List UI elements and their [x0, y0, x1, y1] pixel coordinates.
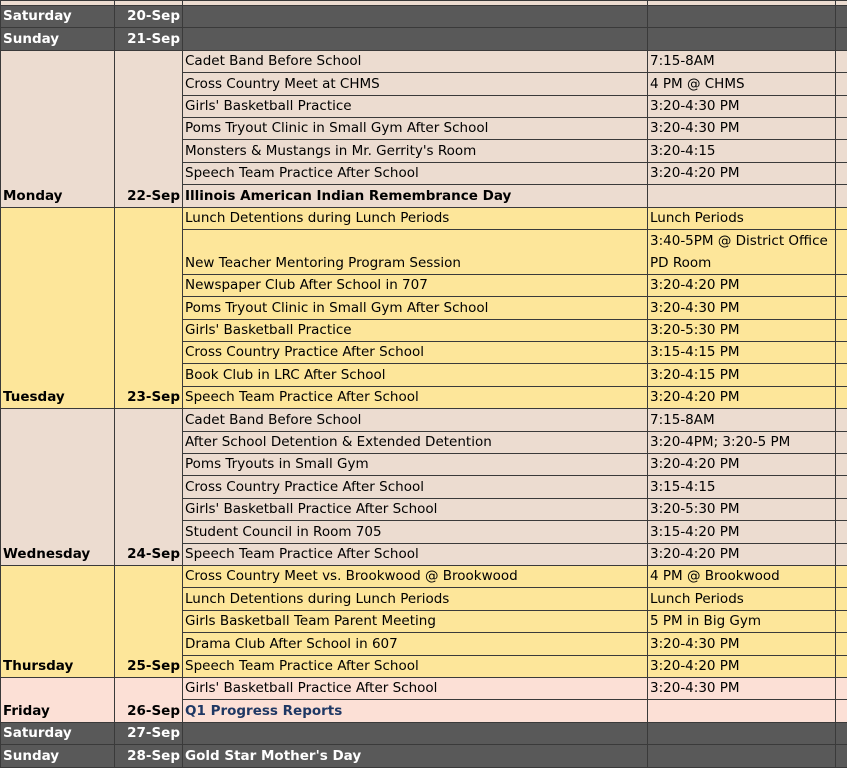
time-cell[interactable]	[648, 722, 836, 744]
time-cell[interactable]	[648, 700, 836, 722]
cell[interactable]	[836, 745, 847, 767]
day-cell[interactable]: Saturday	[1, 6, 115, 28]
event-row	[1, 677, 847, 699]
weekend-row-sunday	[1, 28, 847, 50]
time-cell[interactable]	[648, 28, 836, 50]
cell[interactable]	[836, 342, 847, 364]
time-cell[interactable]: Lunch Periods	[648, 588, 836, 610]
cell[interactable]	[836, 677, 847, 699]
cell[interactable]	[836, 565, 847, 587]
event-cell[interactable]: Illinois American Indian Remembrance Day	[183, 185, 648, 207]
time-cell[interactable]: 3:20-4:30 PM	[648, 677, 836, 699]
cell[interactable]	[836, 386, 847, 408]
date-cell[interactable]: 27-Sep	[115, 722, 183, 744]
time-cell[interactable]: 3:15-4:20 PM	[648, 521, 836, 543]
time-cell[interactable]: 3:20-4:20 PM	[648, 386, 836, 408]
cell[interactable]	[836, 229, 847, 274]
time-cell[interactable]: 3:20-4:30 PM	[648, 95, 836, 117]
event-cell[interactable]: Q1 Progress Reports	[183, 700, 648, 722]
event-row	[1, 207, 847, 229]
time-cell[interactable]	[648, 185, 836, 207]
day-cell-tuesday[interactable]: Tuesday	[1, 207, 115, 409]
cell[interactable]	[836, 700, 847, 722]
cell[interactable]	[836, 50, 847, 72]
cell[interactable]	[836, 6, 847, 28]
time-cell[interactable]: 3:20-4:20 PM	[648, 655, 836, 677]
cell[interactable]	[836, 521, 847, 543]
time-cell[interactable]: 3:20-4:20 PM	[648, 543, 836, 565]
time-cell[interactable]: 4 PM @ CHMS	[648, 73, 836, 95]
cell[interactable]	[836, 409, 847, 431]
event-cell[interactable]: Speech Team Practice After School	[183, 655, 648, 677]
time-cell[interactable]: 3:20-4PM; 3:20-5 PM	[648, 431, 836, 453]
day-cell[interactable]: Saturday	[1, 722, 115, 744]
time-cell[interactable]: 3:20-4:15 PM	[648, 364, 836, 386]
cell[interactable]	[836, 476, 847, 498]
cell[interactable]	[836, 117, 847, 139]
weekend-row-saturday	[1, 6, 847, 28]
event-row	[1, 409, 847, 431]
date-cell-monday[interactable]: 22-Sep	[115, 50, 183, 207]
day-cell-thursday[interactable]: Thursday	[1, 565, 115, 677]
event-cell[interactable]: Girls' Basketball Practice	[183, 95, 648, 117]
time-cell[interactable]: 7:15-8AM	[648, 409, 836, 431]
event-cell[interactable]	[183, 6, 648, 28]
day-cell-friday[interactable]: Friday	[1, 677, 115, 722]
cell[interactable]	[836, 610, 847, 632]
time-cell[interactable]: 3:20-4:30 PM	[648, 297, 836, 319]
time-cell[interactable]: 3:20-4:20 PM	[648, 162, 836, 184]
event-cell[interactable]: Poms Tryout Clinic in Small Gym After School	[183, 117, 648, 139]
day-cell[interactable]: Sunday	[1, 28, 115, 50]
event-cell[interactable]: Newspaper Club After School in 707	[183, 274, 648, 296]
event-cell[interactable]: Poms Tryouts in Small Gym	[183, 454, 648, 476]
event-cell[interactable]: Gold Star Mother's Day	[183, 745, 648, 767]
cell[interactable]	[836, 454, 847, 476]
time-cell[interactable]: 3:20-5:30 PM	[648, 319, 836, 341]
cell[interactable]	[836, 185, 847, 207]
event-cell[interactable]: Cadet Band Before School	[183, 409, 648, 431]
cell[interactable]	[836, 28, 847, 50]
date-cell-tuesday[interactable]: 23-Sep	[115, 207, 183, 409]
event-cell[interactable]: Cross Country Meet at CHMS	[183, 73, 648, 95]
cell[interactable]	[836, 162, 847, 184]
event-cell[interactable]: Drama Club After School in 607	[183, 633, 648, 655]
time-cell[interactable]: 7:15-8AM	[648, 50, 836, 72]
event-cell[interactable]	[183, 28, 648, 50]
time-cell[interactable]: 3:20-5:30 PM	[648, 498, 836, 520]
event-row	[1, 565, 847, 587]
time-cell[interactable]: 3:20-4:30 PM	[648, 117, 836, 139]
day-cell-wednesday[interactable]: Wednesday	[1, 409, 115, 566]
time-cell[interactable]: 3:20-4:20 PM	[648, 454, 836, 476]
cell[interactable]	[836, 140, 847, 162]
cell[interactable]	[836, 95, 847, 117]
event-cell[interactable]: Cross Country Practice After School	[183, 476, 648, 498]
cell[interactable]	[836, 73, 847, 95]
event-cell[interactable]: Speech Team Practice After School	[183, 386, 648, 408]
cell[interactable]	[836, 319, 847, 341]
event-cell[interactable]: Girls' Basketball Practice After School	[183, 677, 648, 699]
event-cell[interactable]: Poms Tryout Clinic in Small Gym After School	[183, 297, 648, 319]
event-cell[interactable]: Monsters & Mustangs in Mr. Gerrity's Room	[183, 140, 648, 162]
event-cell[interactable]: New Teacher Mentoring Program Session	[183, 229, 648, 274]
event-row	[1, 50, 847, 72]
cell[interactable]	[836, 498, 847, 520]
time-cell[interactable]: Lunch Periods	[648, 207, 836, 229]
date-cell[interactable]: 28-Sep	[115, 745, 183, 767]
time-cell[interactable]: 3:20-4:15	[648, 140, 836, 162]
event-cell[interactable]: Girls Basketball Team Parent Meeting	[183, 610, 648, 632]
date-cell-thursday[interactable]: 25-Sep	[115, 565, 183, 677]
cell[interactable]	[836, 207, 847, 229]
time-cell[interactable]: 3:20-4:20 PM	[648, 274, 836, 296]
time-cell[interactable]: 3:15-4:15	[648, 476, 836, 498]
event-cell[interactable]: Lunch Detentions during Lunch Periods	[183, 207, 648, 229]
event-cell[interactable]: Cross Country Practice After School	[183, 342, 648, 364]
cell[interactable]	[836, 364, 847, 386]
time-cell[interactable]	[648, 6, 836, 28]
weekend-row-sunday	[1, 745, 847, 767]
date-cell-wednesday[interactable]: 24-Sep	[115, 409, 183, 566]
date-cell[interactable]: 20-Sep	[115, 6, 183, 28]
event-cell[interactable]	[183, 722, 648, 744]
date-cell[interactable]: 21-Sep	[115, 28, 183, 50]
cell[interactable]	[836, 297, 847, 319]
time-cell[interactable]: 3:15-4:15 PM	[648, 342, 836, 364]
event-cell[interactable]: Student Council in Room 705	[183, 521, 648, 543]
cell[interactable]	[836, 633, 847, 655]
cell[interactable]	[836, 274, 847, 296]
weekend-row-saturday	[1, 722, 847, 744]
day-cell[interactable]: Sunday	[1, 745, 115, 767]
cell[interactable]	[836, 431, 847, 453]
time-cell[interactable]: 5 PM in Big Gym	[648, 610, 836, 632]
event-cell[interactable]: Speech Team Practice After School	[183, 162, 648, 184]
event-cell[interactable]: After School Detention & Extended Detention	[183, 431, 648, 453]
cell[interactable]	[836, 655, 847, 677]
event-cell[interactable]: Girls' Basketball Practice After School	[183, 498, 648, 520]
event-cell[interactable]: Cross Country Meet vs. Brookwood @ Brookwood	[183, 565, 648, 587]
cell[interactable]	[836, 543, 847, 565]
cell[interactable]	[836, 588, 847, 610]
event-cell[interactable]: Lunch Detentions during Lunch Periods	[183, 588, 648, 610]
date-cell-friday[interactable]: 26-Sep	[115, 677, 183, 722]
event-cell[interactable]: Speech Team Practice After School	[183, 543, 648, 565]
event-cell[interactable]: Cadet Band Before School	[183, 50, 648, 72]
cell[interactable]	[836, 722, 847, 744]
event-cell[interactable]: Book Club in LRC After School	[183, 364, 648, 386]
time-cell[interactable]: 4 PM @ Brookwood	[648, 565, 836, 587]
day-cell-monday[interactable]: Monday	[1, 50, 115, 207]
event-cell[interactable]: Girls' Basketball Practice	[183, 319, 648, 341]
time-cell[interactable]: 3:40-5PM @ District Office PD Room	[648, 229, 836, 274]
time-cell[interactable]	[648, 745, 836, 767]
time-cell[interactable]: 3:20-4:30 PM	[648, 633, 836, 655]
